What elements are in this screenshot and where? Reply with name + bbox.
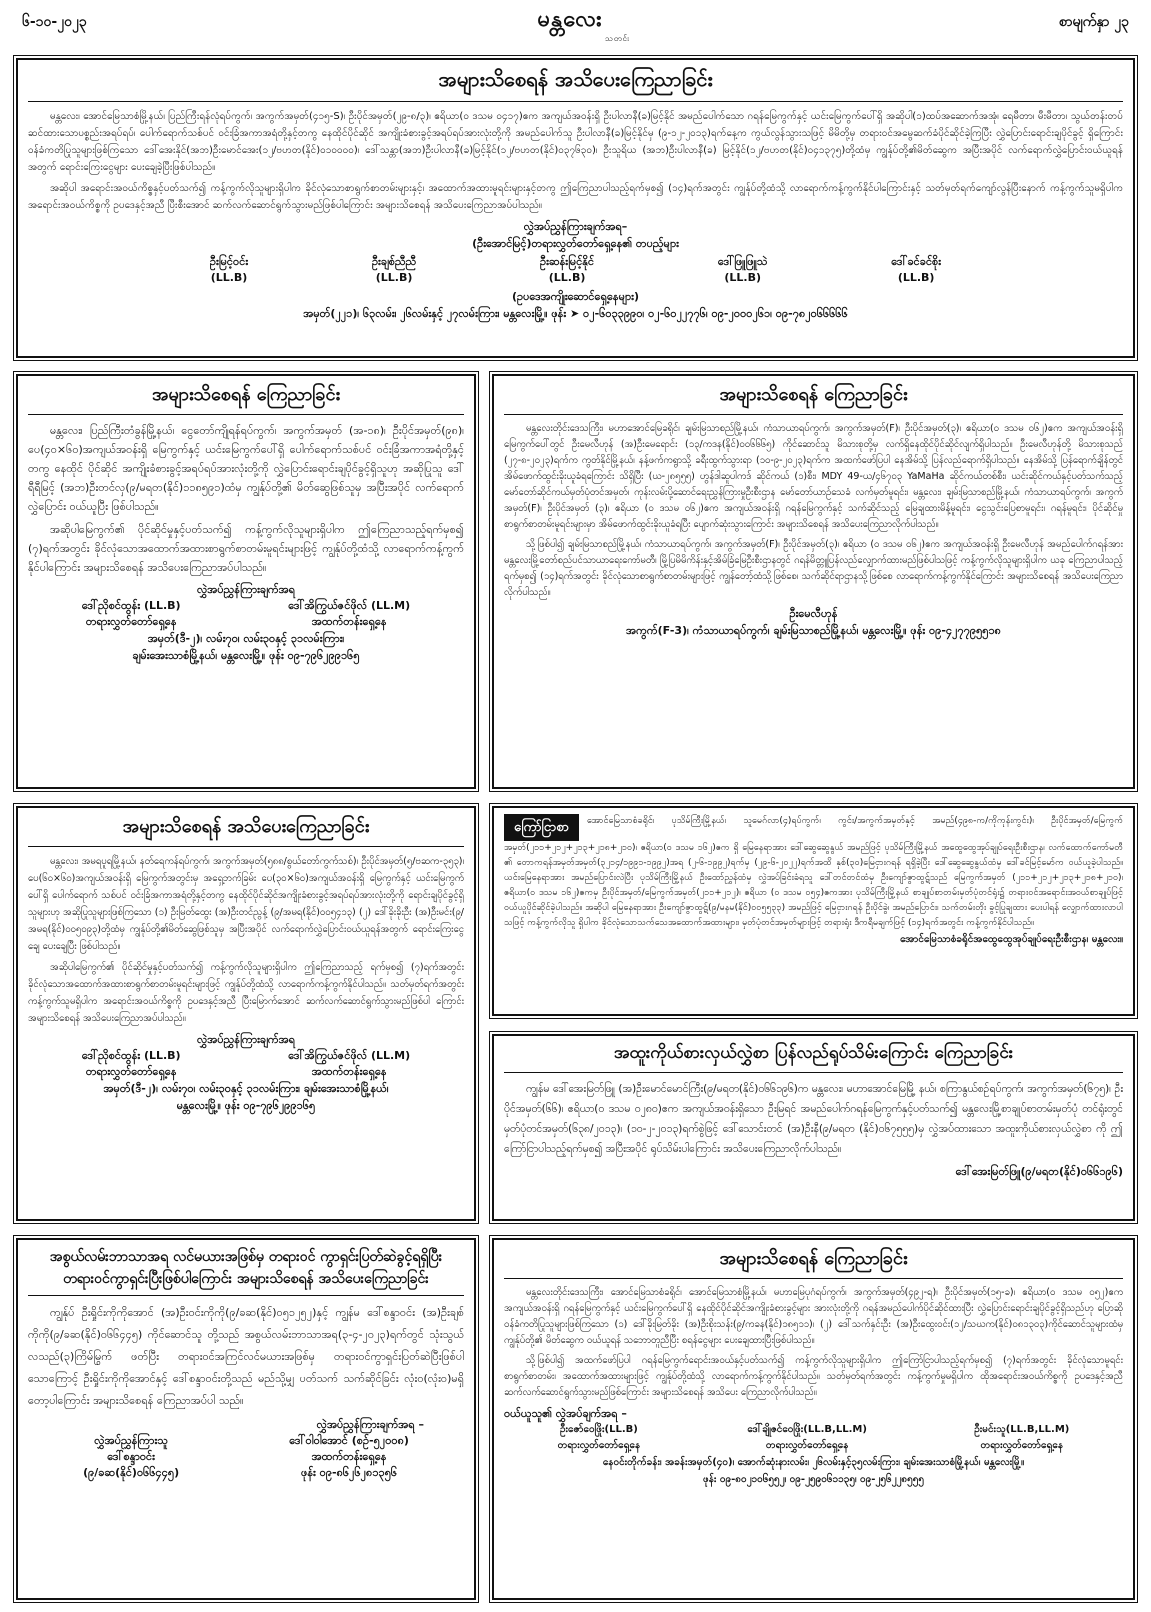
notice-lost-documents	[492, 374, 1135, 789]
advertisement-tag: ကြော်ငြာစာ	[504, 814, 579, 841]
page-number: စာမျက်နှာ ၂၃	[1058, 14, 1129, 30]
authorization-line: လွှဲအပ်ညွှန်ကြားချက်အရ –	[316, 1418, 424, 1431]
lawyer: ဒေါ်ဝါဝါအောင် (စဉ်-၅၂၀၀၈) အထက်တန်းရှေ့နေ ဖုန်း ၀၉-၈၆၂၆၂၈၁၃၅၆	[289, 1434, 409, 1479]
lawyer: ဒေါ်အိကြွယ်ဇင်ဖိုလ် (LL.M) အထက်တန်းရှေ့နေ	[288, 1049, 411, 1078]
notice-title: အစွယ်လမ်းဘာသာအရ လင်မယားအဖြစ်မှ တရားဝင် ကွာရှင်းပြတ်ဆဲခွင့်ရရှိပြီး	[49, 1249, 443, 1265]
lawyer: ဦးချစ်ညီညီ (LL.B)	[371, 255, 417, 284]
signer-name: ဦးမေလီဟုန်	[789, 607, 838, 620]
notice-paragraph: မန္တလေး၊ အမရပူရမြို့နယ်၊ နတ်ရေကန်ရပ်ကွက်၊ အကွက်အမှတ်(၅၈၈/စွယ်တော်ကွက်သစ်)၊ ဦးပိုင်အမှတ်(၅/ဗဆက-၃၅၃)၊ ပေ(၆၀×၆၀)အကျယ်အဝန်းရှိ မြေကွက်အတွင်းမှ အရှေ့ဘက်ခြမ်း ပေ(၃၀×၆၀)အကျယ်အဝန်းရှိ မြေကွက်နှင့် ယင်းမြေကွက်ပေါ်ရှိ ပေါက်ရောက် သစ်ပင် ဝင်းခြံအကာအရံတို့နှင့်တကွ နေထိုင်ပိုင်ဆိုင်အကျိုးခံစားခွင့်အရပ်ရပ်အားလုံးတို့ကို ရောင်းချပိုင်ခွင့်ရှိသူများဟု အဆိုပြုသူများဖြစ်ကြသော (၁) ဦးမြတ်ထွေး (အ)ဦးတင်ညွန့် (၉/အမရ(နိုင်)၀၀၅၄၁၃) (၂) ဒေါ်ခိုးခိုးဦး (အ)ဦးမင်း(၉/အမရ(နိုင်)၀၀၅၀၉၃)တို့ထံမှ ကျွန်ုပ်တို့၏မိတ်ဆွေဖြစ်သူမှ အပြီးအပိုင် လက်ရောက်လွှဲပြောင်းဝယ်ယူရန်အတွက် ရောင်းကြေးငွေချေ ပေးချေပြီး ဖြစ်ပါသည်။	[28, 856, 464, 952]
notice-paragraph: ကျွန်ုပ် ဦးရှိုင်းကိုကိုအောင် (အ)ဦးဝင်းကိုကို(၉/ခဆ(နိုင်)၀၅၁၂၅၂)နှင့် ကျွန်မ ဒေါ်စန္ဒာဝင်း (အ)ဦးချစ်ကိုကို(၉/ခဆ(နိုင်)၀၆၆၄၄၅) ကိုင်ဆောင်သူ တို့သည် အစွယ်လမ်းဘာသာအရ(၃-၄-၂၀၂၃)ရက်တွင် သုံးသွယ်လသည်(၃)ကြိမ်မြွက် ဖတ်ပြီး တရားဝင်အကြင်လင်မယားအဖြစ်မှ တရားဝင်ကွာရှင်းပြတ်ဆဲပြီးဖြစ်ပါ သောကြောင့် ဦးရှိုင်းကိုကိုအောင်နှင့် ဒေါ်စန္ဒာဝင်းတို့သည် မည်သို့မျှ ပတ်သက် သက်ဆိုင်ခြင်း လုံး၀(လုံး၀)မရှိတော့ပါကြောင်း အများသိစေရန် ကြေညာအပ်ပါ သည်။	[28, 1306, 464, 1407]
client: လွှဲအပ်ညွှန်ကြားသူ ဒေါ်စန္ဒာဝင်း (၉/ခဆ(နိုင်)၀၆၆၄၄၅)	[83, 1434, 180, 1479]
contact-phone: ဖုန်း ၀၉-၈၀၂၁၀၆၅၅၂၊ ၀၉-၂၅၉၀၆၁၁၃၅၊ ၀၉-၂၅၆၂၂၈၅၅၅	[702, 1474, 924, 1485]
contact-address: အကွက်(F-3)၊ ကံသာယာရပ်ကွက်၊ ချမ်းမြသာစည်မြို့နယ်၊ မန္တလေးမြို့။ ဖုန်း ၀၉-၄၂၇၇၉၅၅၁၈	[626, 624, 1001, 637]
notice-title: အများသိစေရန် အသိပေးကြေညာခြင်း	[28, 814, 464, 847]
notice-paragraph: အောင်မြေသာစံခရိုင်၊ ပုသိမ်ကြီးမြို့နယ်၊ သူမေဂ်လာ(၄)ရပ်ကွက်၊ ကွင်း/အကွက်အမှတ်နှင့် အမည်(၄၉၈-က/ကိုကုန်းကွင်း)၊ ဦးပိုင်အမှတ်/မြေကွက်အမှတ်(၂၁၁+၂၁၂+၂၁၃+၂၁၈+၂၁၀)၊ ဧရိယာ(၀ ဒသမ ၁၆၂)ဧက ရှိ မြေနေရာအား ဒေါ်ဆွေဆွေနွယ် အမည်ဖြင့် ပုသိမ်ကြီးမြို့နယ် အထွေထွေအုပ်ချုပ်ရေးဦးစီးဌာန၊ လက်ထောက်ကော်မတီ ၏ တောကရန်အမှတ်အမှတ်(၃၂၁၄/၁၉၉၁-၁၉၉၂)အရ (၂-၆-၁၉၉၂)ရက်မှ (၂၉-၆-၂၀၂၂)ရက်အထိ နှစ်(၃၀)မြေငှားဂရန် ရရှိခဲ့ပြီး ဒေါ်ဆွေဆွေနွယ်ထံမှ ဒေါ်ခင်မြင့်မော်က ဝယ်ယူခဲ့ပါသည်။ ယင်းမြေနေရာအား အမည်ပြောင်းလဲပြီး ပုသိမ်ကြီးမြို့နယ် ဦးထော်ညွှန်ထံမှ လွှဲအပ်ခြင်းခံရသူ ဒေါ်တင်တင်ထံမှ ဦးကျော်ဇွာထွဋ်သည် မြေကွက်အမှတ် (၂၁၁+၂၁၂+၂၁၃+၂၁၈+၂၁၀)၊ ဧရိယာ(၀ ဒသမ ၁၆၂)ဧကမှ ဦးပိုင်အမှတ်/မြေကွက်အမှတ်(၂၁၁+၂၁၂)၊ ဧရိယာ (၀ ဒသမ ၀၅၄)ဧကအား ပုသိမ်ကြီးမြို့နယ် စာချုပ်စာတမ်းမှတ်ပုံတင်ရုံး၌ တရားဝင်အရောင်းအဝယ်စာချုပ်ဖြင့် ဝယ်ယူပိုင်ဆိုင်ခဲ့ပါသည်။ အဆိုပါ မြေနေရာအား ဦးကျော်ဇွာထွဋ်(၉/မနမ(နိုင်)၀၀၅၅၃၃) အမည်ဖြင့် မြေငှားဂရန် ဦးပိုင်ခွဲ၊ အမည်ပြောင်း၊ သက်တမ်းတိုး ခွင့်ပြုချထား ပေးပါရန် လျှောက်ထားလာပါသဖြင့် ကန့်ကွက်လိုသူ ရှိပါက ခိုင်လုံသောသက်သေအထောက်အထားများ၊ မှတ်ပုံတင်အမှတ်များဖြင့် တရားရုံး ဒီကရီမချက်ဖြင့် (၁၄)ရက်အတွင်း ကန့်ကွက်နိုင်ပါသည်။	[504, 816, 1123, 928]
authorization-line: လွှဲအပ်ညွှန်ကြားချက်အရ–	[523, 220, 628, 233]
notice-title: အထူးကိုယ်စားလှယ်လွှဲစာ ပြန်လည်ရုပ်သိမ်းကြောင်း ကြေညာခြင်း	[504, 1042, 1123, 1073]
lawyer: ဦးမြင့်ဝင်း (LL.B)	[209, 255, 249, 284]
notice-grant-land-sale	[492, 1238, 1135, 1600]
contact-address: အမှတ်(ဒီ-၂)၊ လမ်း၇၀၊ လမ်း၃၀နှင့် ၃၁လမ်းကြား၊	[147, 632, 345, 645]
lawyer: ဦးမင်းသူ(LL.B,LL.M) တရားလွှတ်တော်ရှေ့နေ	[974, 1424, 1070, 1451]
lawyer: ဦးဆန်းမြင့်နိုင် (LL.B)	[540, 255, 595, 284]
contact-address: အမှတ်(၂၂၁)၊ ၆၃လမ်း၊ ၂၆လမ်းနှင့် ၂၇လမ်းကြား၊ မန္တလေးမြို့။ ဖုန်း ➤ ၀၂-၆၀၃၃၉၉၀၊ ၀၂-၆၀၂၂၇၇၆၊ ၀၉-၂၀၀၀၂၆၁၊ ၀၉-၇၈၂၀၆၆၆၆၆	[303, 307, 848, 320]
lawyer: ဒေါ်ညိုစင်ထွန်း (LL.B) တရားလွှတ်တော်ရှေ့နေ	[81, 599, 181, 628]
lawyer-list	[148, 254, 1003, 286]
notice-paragraph: မန္တလေးတိုင်းဒေသကြီး၊ မဟာအောင်မြေခရိုင်၊ ချမ်းမြသာစည်မြို့နယ်၊ ကံသာယာရပ်ကွက်၊ အကွက်အမှတ်(F)၊ ဦးပိုင်အမှတ်(၃)၊ ဧရိယာ(၀ ဒသမ ၀၆၂)ဧက အကျယ်အဝန်းရှိ မြေကွက်ပေါ်တွင် ဦးမေလီဟုန် (အ)ဦးမေရောင်း (၁၃/ကဒန(နိုင်)၀၀၆၆၆၅) ကိုင်ဆောင်သူ မိသားစုတို့မှ လက်ရှိနေထိုင်ပိုင်ဆိုင်လျက်ရှိပါသည်။ ဦးမေလီဟုန်တို့ မိသားစုသည် (၂၇-၈-၂၀၂၃)ရက်က ကွတ်နိုင်မြို့နယ်၊ နန့်ဖက်ကရွာသို့ ခရီးထွက်သွားရာ (၁၀-၉-၂၀၂၃)ရက်က အထက်ဖော်ပြပါ နေအိမ်သို့ ပြန်လည်ရောက်ရှိပါသည်။ နေအိမ်သို့ ပြန်ရောက်ချိန်တွင် အိမ်ဖောက်ထွင်းခိုးယူခံရကြောင်း သိရှိပြီး (ယ-၂၈၅၅၅) ဟွန်ဒါဆူပါကဒ် ဆိုင်ကယ် (၁)စီး၊ MDY 49-ယ/၄၆၇၀၃ YaMaHa ဆိုင်ကယ်တစ်စီး၊ ယင်းဆိုင်ကယ်နှင့်ပတ်သက်သည့် မော်တော်ဆိုင်ကယ်မှတ်ပုံတင်အမှတ်၊ ကုန်းလမ်းပို့ဆောင်ရေးညွှန်ကြားမှုဦးစီးဌာန မော်တော်ယာဉ်သေခံ လက်မှတ်မူရင်း၊ မန္တလေး၊ ချမ်းမြသာစည်မြို့နယ်၊ ကံသာယာရပ်ကွက်၊ အကွက်အမှတ်(F)၊ ဦးပိုင်အမှတ် (၃)၊ ဧရိယာ (၀ ဒသမ ၀၆၂)ဧက အကျယ်အဝန်းရှိ ဂရန်မြေကွက်နှင့် သက်ဆိုင်သည့် မြေချထားမိန့်မူရင်း၊ ငွေသွင်းပြေစာမူရင်း၊ ဂရန်မူရင်း၊ ပိုင်ဆိုင်မှုစာရွက်စာတမ်းမူရင်းများမှာ အိမ်ဖောက်ထွင်းခိုးယူခံရပြီး ပျောက်ဆုံးသွားကြောင်း အများသိစေရန် အသိပေးကြေညာလိုက်ပါသည်။	[504, 423, 1123, 530]
notice-paragraph: အဆိုပါမြေကွက်၏ ပိုင်ဆိုင်မှုနှင့်ပတ်သက်၍ ကန့်ကွက်လိုသူများရှိပါက ဤကြေညာသည့် ရက်မှစ၍ (၇)ရက်အတွင်း ခိုင်လုံသောအထောက်အထားစာရွက်စာတမ်းမူရင်းများဖြင့် ကျွန်ုပ်တို့ထံသို့ လာရောက်ကန့်ကွက်နိုင်ပါသည်။ သတ်မှတ်ရက်အတွင်း ကန့်ကွက်သူမရှိပါက အရောင်းအဝယ်ကိစ္စကို ဥပဒေနှင့်အညီ ပြီးမြောက်အောင် ဆက်လက်ဆောင်ရွက်သွားမည်ဖြစ်ပါ ကြောင်း အများသိစေရန် အသိပေးကြေညာအပ်ပါသည်။	[28, 962, 464, 1024]
logo-text: မန္တလေး	[537, 6, 603, 32]
lawyer: ဒေါ်ချိုဇင်ဝေဖြိုး(LL.B,LL.M) တရားလွှတ်တော်ရှေ့နေ	[747, 1424, 867, 1451]
contact-phone: ချမ်းအေးသာစံမြို့နယ်၊ မန္တလေးမြို့။ ဖုန်း ၀၉-၇၉၆၂၉၉၁၆၅	[132, 649, 360, 662]
lawyer: ဦးဇော်ဝေဖြိုး(LL.B) တရားလွှတ်တော်ရှေ့နေ	[557, 1424, 641, 1451]
notice-paragraph: မန္တလေး၊ အောင်မြေသာစံမြို့နယ်၊ ပြည်ကြီးရန်လုံရပ်ကွက်၊ အကွက်အမှတ်(၄၁၅-S)၊ ဦးပိုင်အမှတ်(၂၉-၈/၃)၊ ဧရိယာ(၀ ဒသမ ၀၄၁၇)ဧက အကျယ်အဝန်းရှိ ဦးပါလာနီ(ခ)မြင့်နိုင် အမည်ပေါက်သော ဂရန်မြေကွက်နှင့် ယင်းမြေကွက်ပေါ်ရှိ အဆိုပါ(၁)ထပ်အဆောက်အအုံ၊ ရေမီတာ၊ မီးမီတာ၊ သွယ်တန်းတပ်ဆင်ထားသောပစ္စည်းအရပ်ရပ်၊ ပေါက်ရောက်သစ်ပင် ဝင်းခြံအကာအရံတို့နှင့်တကွ နေထိုင်ပိုင်ဆိုင် အကျိုးခံစားခွင့်အရပ်ရပ်အားလုံးတို့ကို အမည်ပေါက်သူ ဦးပါလာနီ(ခ)မြင့်နိုင်မှ (၉-၁၂-၂၀၁၃)ရက်နေ့က ကွယ်လွန်သွားသဖြင့် မိမိတို့မှ တရားဝင်အမွေဆက်ခံပိုင်ဆိုင်ခဲ့ကြပြီး လွှဲပြောင်းရောင်းချပိုင်ခွင့် ရှိကြောင်း ဝန်ခံကတိပြုသူများဖြစ်ကြသော ဒေါ်အေးနိုင်(အဘ)ဦးမောင်အေး(၁၂/ဗဟတ(နိုင်)၀၁၀၀၀၀)၊ ဒေါ်သန္တာ(အဘ)ဦးပါလာနီ(ခ)မြင့်နိုင်(၁၂/ဗဟတ(နိုင်)၀၃၇၆၃၀)၊ ဦးသူရိယ (အဘ)ဦးပါလာနီ(ခ) မြင့်နိုင်(၁၂/ဗဟတ(နိုင်)၀၄၁၃၇၅)တို့ထံမှ ကျွန်ုပ်တို့၏မိတ်ဆွေက အပြီးအပိုင် လက်ရောက်လွှဲပြောင်းဝယ်ယူရန်အတွက် ရောင်းကြေးငွေများ ပေးချေခဲ့ပြီးဖြစ်ပါသည်။	[28, 111, 1123, 173]
logo-subtext: သတင်း	[605, 34, 630, 43]
authorization-line: လွှဲအပ်ညွှန်ကြားချက်အရ	[196, 583, 296, 596]
notice-land-sale-left	[16, 374, 476, 789]
notice-land-sale-amarapura	[16, 806, 476, 1221]
contact-phone: မန္တလေးမြို့။ ဖုန်း ၀၉-၇၉၆၂၉၉၁၆၅	[176, 1099, 316, 1112]
notice-paragraph: မန္တလေး၊ ပြည်ကြီးတံခွန်မြို့နယ်၊ ငွေတော်ကျိုရန်ရပ်ကွက်၊ အကွက်အမှတ် (အ-၁၈)၊ ဦးပိုင်အမှတ်(၉၈)၊ ပေ(၄၀×၆၀)အကျယ်အဝန်းရှိ မြေကွက်နှင့် ယင်းမြေကွက်ပေါ်ရှိ ပေါက်ရောက်သစ်ပင် ဝင်းခြံအကာအရံတို့နှင့်တကွ နေထိုင် ပိုင်ဆိုင် အကျိုးခံစားခွင့်အရပ်ရပ်အားလုံးတို့ကို လွှဲပြောင်းရောင်းချပိုင်ခွင့်ရှိသူဟု အဆိုပြုသူ ဒေါ်ရီရီမြင့် (အဘ)ဦးတင်လှ(၉/မရတ(နိုင်)၁၁၈၅၉၁)ထံမှ ကျွန်ုပ်တို့၏ မိတ်ဆွေဖြစ်သူမှ အပြီးအပိုင် လက်ရောက်လွှဲပြောင်း ဝယ်ယူပြီး ဖြစ်ပါသည်။	[28, 424, 464, 513]
page-header	[0, 0, 1151, 44]
lawyer-role: (ဥပဒေအကျိုးဆောင်ရှေ့နေများ)	[512, 290, 639, 303]
lawyer-list	[28, 598, 464, 630]
lawyer: ဒေါ်ညိုစင်ထွန်း (LL.B) တရားလွှတ်တော်ရှေ့နေ	[81, 1049, 181, 1078]
notice-divorce	[16, 1238, 476, 1600]
issue-date: ၆-၁၀-၂၀၂၃	[22, 14, 87, 30]
notice-paragraph: သို့ဖြစ်ပါ၍ ချမ်းမြသာစည်မြို့နယ်၊ ကံသာယာရပ်ကွက်၊ အကွက်အမှတ်(F)၊ ဦးပိုင်အမှတ်(၃)၊ ဧရိယာ (၀ ဒသမ ၀၆၂)ဧက အကျယ်အဝန်းရှိ ဦးမေလီဟုန် အမည်ပေါက်ဂရန်အား မန္တလေးမြို့တော်စည်ပင်သာယာရေးကော်မတီ၊ မြို့ပြမိမိကိန်းနှင့်အိမ်ခြံမြေဦးစီးဌာနတွင် ဂရန်မိတ္တူပြန်လည်လျှောက်ထားမည်ဖြစ်ပါသဖြင့် ကန့်ကွက်လိုသူများရှိပါက ယခု ကြေညာပါသည့်ရက်မှစ၍ (၁၄)ရက်အတွင်း ခိုင်လုံသောစာရွက်စာတမ်းများဖြင့် ကျွန်တော့်ထံသို့ဖြစ်စေ၊ သက်ဆိုင်ရာဌာနသို့ဖြစ်စေ လာရောက်ကန့်ကွက်နိုင်ကြောင်း အများသိစေရန် အသိပေးကြေညာလိုက်ပါသည်။	[504, 539, 1123, 598]
notice-title: အများသိစေရန် ကြေညာခြင်း	[28, 382, 464, 415]
notice-paragraph: မန္တလေးတိုင်းဒေသကြီး၊ အောင်မြေသာစံခရိုင်၊ အောင်မြေသာစံမြို့နယ်၊ မဟာမြေပုဂံရပ်ကွက်၊ အကွက်အမှတ်(၄၉၂-ရ)၊ ဦးပိုင်အမှတ်(၁၅-ခ)၊ ဧရိယာ(၀ ဒသမ ၀၅၂)ဧက အကျယ်အဝန်းရှိ ဂရန်မြေကွက်နှင့် ယင်းမြေကွက်ပေါ်ရှိ နေထိုင်ပိုင်ဆိုင်အကျိုးခံစားခွင့်များ အားလုံးတို့ကို ဂရန်အမည်ပေါက်ပိုင်ဆိုင်ထားပြီး လွှဲပြောင်းရောင်းချပိုင်ခွင့်ရှိသည်ဟု ပြောဆိုဝန်ခံကတိပြုသူများဖြစ်ကြသော (၁) ဒေါ်ခိုးမြတ်ခိုး (အ)ဦးစိုးသန်း(၉/ကခန(နိုင်)၁၈၅၁၁)၊ (၂) ဒေါ်သက်နှင်းဦး (အ)ဦးထွေးဝင်း(၁၂/သဃက(နိုင်)၀၈၁၃၀၃)ကိုင်ဆောင်သူများထံမှ ကျွန်ုပ်တို့၏ မိတ်ဆွေက ဝယ်ယူရန် သဘောတူညီပြီး စရန်ငွေများ ပေးချေထားပြီးဖြစ်ပါသည်။	[504, 1287, 1123, 1346]
lawyer-list	[504, 1422, 1123, 1454]
notice-title: အများသိစေရန် ကြေညာခြင်း	[504, 1246, 1123, 1279]
notice-title-cont: တရားဝင်ကွာရှင်းပြီးဖြစ်ပါကြောင်း အများသိစေရန် အသိပေးကြေညာခြင်း	[63, 1271, 429, 1287]
signer-name: အောင်မြေသာစံခရိုင်အထွေထွေအုပ်ချုပ်ရေးဦးစီးဌာန၊ မန္တလေး။	[900, 934, 1123, 945]
authorization-firm: (ဦးအောင်မြင့်)တရားလွှတ်တော်ရှေ့နေ၏ တပည့်များ	[472, 237, 679, 250]
lawyer: ဒေါ်အိကြွယ်ဇင်ဖိုလ် (LL.M) အထက်တန်းရှေ့နေ	[288, 599, 411, 628]
notice-revoke-power-of-attorney	[492, 1034, 1135, 1221]
notice-sale-announcement	[16, 58, 1135, 358]
notice-advertisement	[492, 806, 1135, 1016]
contact-address: အမှတ်(ဒီ-၂)၊ လမ်း၇၀၊ လမ်း၃၀နှင့် ၃၁လမ်းကြား၊ ချမ်းအေးသာစံမြို့နယ်၊	[103, 1082, 389, 1095]
authorization-line: လွှဲအပ်ညွှန်ကြားချက်အရ	[196, 1033, 296, 1046]
newspaper-logo	[510, 4, 630, 43]
notice-paragraph: သို့ဖြစ်ပါ၍ အထက်ဖော်ပြပါ ဂရန်မြေကွက်ရောင်းအဝယ်နှင့်ပတ်သက်၍ ကန့်ကွက်လိုသူများရှိပါက ဤကြော်ငြာပါသည့်ရက်မှစ၍ (၇)ရက်အတွင်း ခိုင်လုံသောမူရင်းစာရွက်စာတမ်း၊ အထောက်အထားများဖြင့် ကျွန်ုပ်တို့ထံသို့ လာရောက်ကန့်ကွက်နိုင်ပါသည်။ သတ်မှတ်ရက်အတွင်း ကန့်ကွက်မှုမရှိပါက ထိုအရောင်းအဝယ်ကိစ္စကို ဥပဒေနှင့်အညီ ဆက်လက်ဆောင်ရွက်သွားမည်ဖြစ်ကြောင်း အများသိစေရန် အသိပေး ကြေညာလိုက်ပါသည်။	[504, 1355, 1123, 1398]
notice-paragraph: အဆိုပါမြေကွက်၏ ပိုင်ဆိုင်မှုနှင့်ပတ်သက်၍ ကန့်ကွက်လိုသူများရှိပါက ဤကြေညာသည့်ရက်မှစ၍ (၇)ရက်အတွင်း ခိုင်လုံသောအထောက်အထားစာရွက်စာတမ်းမူရင်းများဖြင့် ကျွန်ုပ်တို့ထံသို့ လာရောက်ကန့်ကွက်နိုင်ပါကြောင်း အများသိစေရန် အသိပေးကြေညာအပ်ပါသည်။	[28, 523, 464, 574]
signer-name: ဒေါ်အေးမြတ်ဖြူ(၉/မရတ(နိုင်)၀၆၆၁၉၆)	[955, 1165, 1123, 1178]
lawyer: ဒေါ်ဖြူဖြူသဲ (LL.B)	[717, 255, 768, 284]
notice-title: အများသိစေရန် အသိပေးကြေညာခြင်း	[28, 66, 1123, 102]
notice-title: အများသိစေရန် ကြေညာခြင်း	[504, 382, 1123, 415]
notice-paragraph: ကျွန်မ ဒေါ်အေးမြတ်ဖြူ (အ)ဦးမောင်မောင်ကြီး(၉/မရတ(နိုင်)၀၆၆၁၉၆)က မန္တလေး၊ မဟာအောင်မြေမြို့ နယ်၊ စကြာနွယ်စဉ်ရပ်ကွက်၊ အကွက်အမှတ်(၆၇၅)၊ ဦးပိုင်အမှတ်(၆၆)၊ ဧရိယာ(၀ ဒသမ ၀၂၈၀)ဧက အကျယ်အဝန်းရှိသော ဦးမြရင် အမည်ပေါက်ဂရန်မြေကွက်နှင့်ပတ်သက်၍ မန္တလေးမြို့စာချုပ်စာတမ်းမှတ်ပုံ တင်ရုံးတွင် မှတ်ပုံတင်အမှတ်(၆၃၈/၂၀၁၃)၊ (၁၀-၂-၂၀၁၃)ရက်စွဲဖြင့် ဒေါ်သောင်းတင် (အ)ဦးနီ(၉/မရတ (နိုင်)၀၆၇၅၅၅)မှ လွှဲအပ်ထားသော အထူးကိုယ်စားလှယ်လွှဲစာ ကို ဤကြော်ငြာပါသည့်ရက်မှစ၍ အပြီးအပိုင် ရုပ်သိမ်းပါကြောင်း အသိပေးကြေညာလိုက်ပါသည်။	[504, 1083, 1123, 1155]
lawyer-list	[28, 1048, 464, 1080]
lawyer: ဒေါ်ခင်ခင်စိုး (LL.B)	[891, 255, 942, 284]
contact-address: နေဝင်းတိုက်ခန်း၊ အခန်းအမှတ်(၄၀)၊ အောက်ဆုံးနားလမ်း၊ ၂၆လမ်းနှင့်၃၅လမ်းကြား၊ ချမ်းအေးသာစံမြို့နယ်၊ မန္တလေးမြို့။	[602, 1457, 1025, 1468]
authorization-line: ဝယ်ယူသူ၏ လွှဲအပ်ချက်အရ –	[504, 1407, 627, 1420]
notice-paragraph: အဆိုပါ အရောင်းအဝယ်ကိစ္စနှင့်ပတ်သက်၍ ကန့်ကွက်လိုသူများရှိပါက ခိုင်လုံသောစာရွက်စာတမ်းများနှင့်၊ အထောက်အထားမူရင်းများနှင့်တကွ ဤကြေညာပါသည့်ရက်မှစ၍ (၁၄)ရက်အတွင်း ကျွန်ုပ်တို့ထံသို့ လာရောက်ကန့်ကွက်နိုင်ပါကြောင်းနှင့် သတ်မှတ်ရက်ကျော်လွန်ပြီးနောက် ကန့်ကွက်သူမရှိပါက အရောင်းအဝယ်ကိစ္စကို ဥပဒေနှင့်အညီ ပြီးစီးအောင် ဆက်လက်ဆောင်ရွက်သွားမည်ဖြစ်ပါကြောင်း အများသိစေရန် အသိပေးကြေညာအပ်ပါသည်။	[28, 183, 1123, 211]
